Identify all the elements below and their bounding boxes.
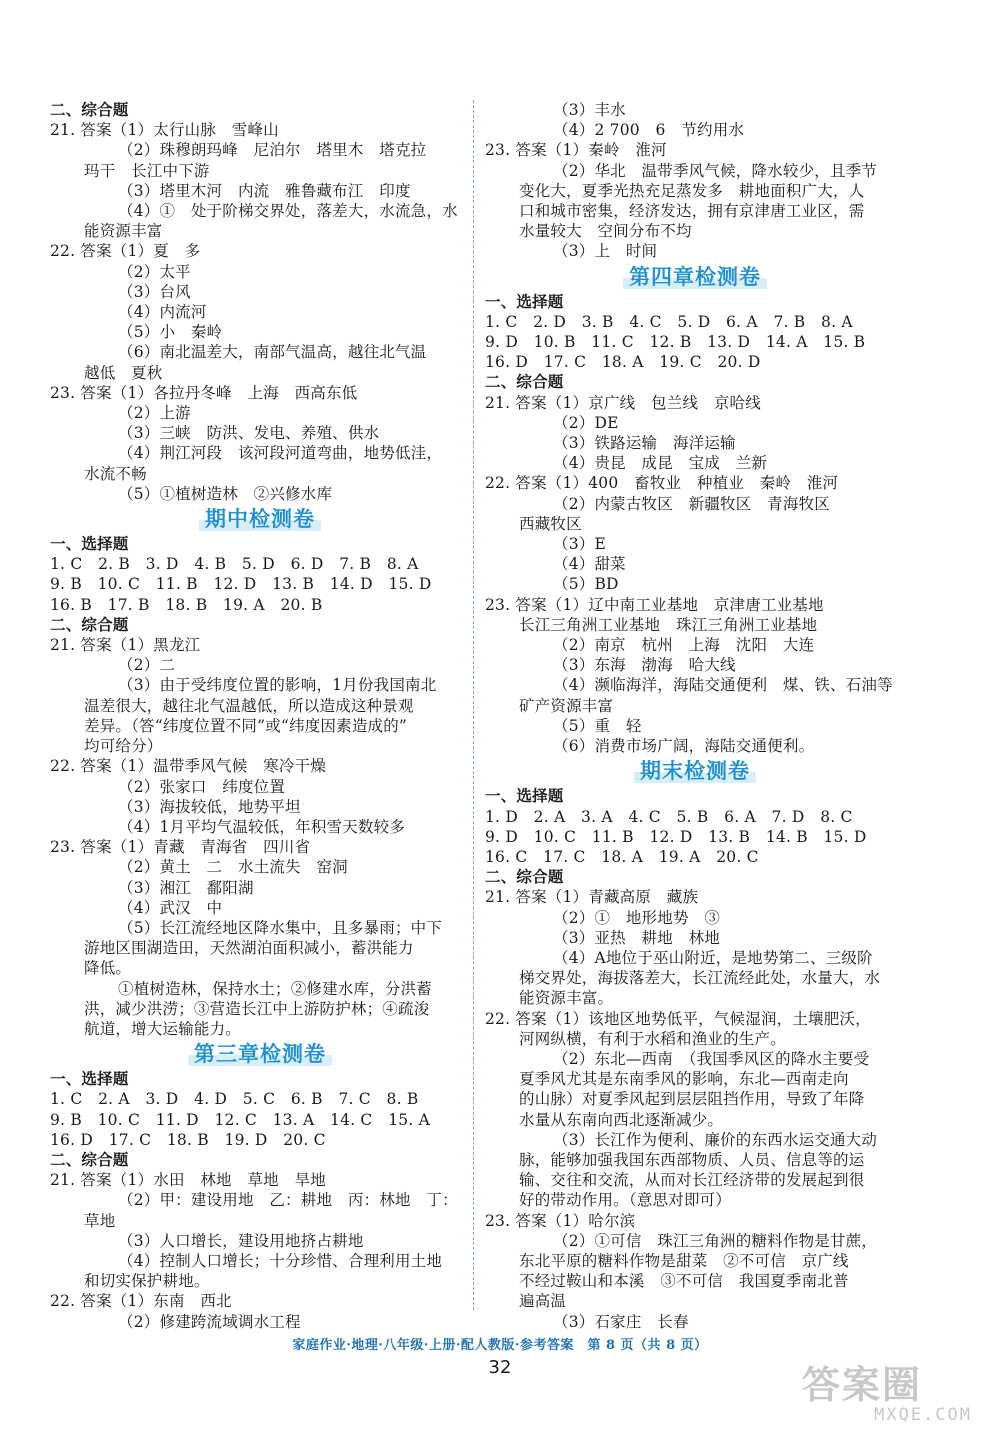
answer-line: 河网纵横，有利于水稻和渔业的生产。 — [519, 1029, 786, 1048]
section-heading — [485, 756, 905, 786]
answer-line: 长江三角洲工业基地 珠江三角洲工业基地 — [519, 615, 818, 634]
section-heading — [485, 262, 905, 292]
answer-line: 洪，减少洪涝；③营造长江中上游防护林；④疏浚 — [84, 999, 430, 1018]
answer-line: 降低。 — [84, 959, 132, 978]
question-type-heading: 二、综合题 — [50, 100, 129, 119]
answer-line: 16. C 17. C 18. A 19. A 20. C — [485, 847, 759, 866]
answer-line: 22. 答案（1）温带季风气候 寒冷干燥 — [50, 757, 326, 776]
answer-line: 均可给分） — [84, 737, 163, 756]
section-heading-text: 期末检测卷 — [634, 759, 756, 783]
answer-line: （3）上 时间 — [553, 242, 658, 261]
answer-line: 1. C 2. B 3. D 4. B 5. D 6. D 7. B 8. A — [50, 555, 419, 574]
answer-line: （3）由于受纬度位置的影响，1月份我国南北 — [118, 676, 437, 695]
answer-line: 16. B 17. B 18. B 19. A 20. B — [50, 595, 323, 614]
answer-line: （2）①可信 珠江三角洲的糖料作物是甘蔗， — [553, 1231, 878, 1250]
answer-line: 游地区围湖造田，天然湖泊面积减小，蓄洪能力 — [84, 939, 414, 958]
answer-line: 水流不畅 — [84, 464, 147, 483]
watermark-logo: 答案圈 — [802, 1363, 923, 1407]
answer-line: 21. 答案（1）黑龙江 — [50, 636, 201, 655]
answer-line: 22. 答案（1）东南 西北 — [50, 1292, 232, 1311]
answer-line: （6）南北温差大，南部气温高，越往北气温 — [118, 343, 427, 362]
answer-line: 23. 答案（1）辽中南工业基地 京津唐工业基地 — [485, 595, 824, 614]
answer-line: 22. 答案（1）夏 多 — [50, 242, 201, 261]
answer-line: （2）甲：建设用地 乙：耕地 丙：林地 丁： — [118, 1191, 458, 1210]
answer-line: （5）长江流经地区降水集中，且多暴雨；中下 — [118, 918, 443, 937]
answer-line: （3）亚热 耕地 林地 — [553, 928, 721, 947]
answer-line: 梯交界处，海拔落差大，长江流经此处，水量大，水 — [519, 969, 881, 988]
answer-line: 的山脉）对夏季风起到层层阻挡作用，导致了年降 — [519, 1090, 865, 1109]
answer-line: 9. D 10. C 11. B 12. D 13. B 14. B 15. D — [485, 827, 867, 846]
page-footer: 家庭作业·地理·八年级·上册·配人教版·参考答案 第 8 页（共 8 页） — [292, 1338, 708, 1353]
question-type-heading: 一、选择题 — [485, 786, 564, 806]
answer-line: 脉，能够加强我国东西部物质、人员、信息等的运 — [519, 1150, 865, 1169]
answer-line: （2）张家口 纬度位置 — [118, 777, 286, 796]
question-type-heading: 一、选择题 — [485, 291, 564, 311]
answer-line: 1. C 2. A 3. D 4. D 5. C 6. B 7. C 8. B — [50, 1090, 419, 1109]
answer-line: （4）甜菜 — [553, 555, 626, 574]
question-type-heading: 二、综合题 — [485, 867, 564, 887]
answer-line: 23. 答案（1）哈尔滨 — [485, 1211, 636, 1230]
answer-line: 和切实保护耕地。 — [84, 1272, 210, 1291]
answer-line: （2）太平 — [118, 262, 191, 281]
answer-line: 9. D 10. B 11. C 12. B 13. D 14. A 15. B — [485, 333, 866, 352]
answer-line: （6）消费市场广阔，海陆交通便利。 — [553, 737, 815, 756]
answer-line: （4）濒临海洋，海陆交通便利 煤、铁、石油等 — [553, 676, 893, 695]
answer-line: （4）贵昆 成昆 宝成 兰新 — [553, 454, 768, 473]
answer-line: 9. B 10. C 11. D 12. C 13. A 14. C 15. A — [50, 1110, 430, 1129]
answer-line: （3）海拔较低，地势平坦 — [118, 797, 301, 816]
answer-line: （2）DE — [553, 413, 619, 432]
answer-line: （2）① 地形地势 ③ — [553, 908, 721, 927]
answer-line: （2）二 — [118, 656, 176, 675]
answer-line: 能资源丰富 — [84, 222, 163, 241]
answer-line: （4）内流河 — [118, 303, 207, 322]
answer-line: （4）控制人口增长；十分珍惜、合理利用土地 — [118, 1251, 443, 1270]
answer-line: （5）BD — [553, 575, 619, 594]
answer-line: 21. 答案（1）太行山脉 雪峰山 — [50, 121, 279, 140]
answer-line: （3）东海 渤海 哈大线 — [553, 656, 736, 675]
answer-line: （2）上游 — [118, 404, 191, 423]
section-heading — [50, 1039, 470, 1069]
page-number: 32 — [488, 1357, 512, 1378]
answer-line: 矿产资源丰富 — [519, 696, 614, 715]
answer-line: （5）重 轻 — [553, 716, 642, 735]
answer-line: （2）南京 杭州 上海 沈阳 大连 — [553, 636, 815, 655]
answer-line: 能资源丰富。 — [519, 989, 614, 1008]
answer-line: （4）A地位于巫山附近，是地势第二、三级阶 — [553, 948, 873, 967]
answer-line: （4）1月平均气温较低，年积雪天数较多 — [118, 817, 406, 836]
answer-line: 玛干 长江中下游 — [84, 161, 210, 180]
answer-line: （2）华北 温带季风气候，降水较少，且季节 — [553, 161, 878, 180]
question-type-heading: 一、选择题 — [50, 534, 129, 554]
left-column — [50, 100, 470, 1332]
section-heading-text: 期中检测卷 — [199, 507, 321, 531]
answer-line: 口和城市密集，经济发达，拥有京津唐工业区，需 — [519, 202, 865, 221]
answer-line: （3）铁路运输 海洋运输 — [553, 434, 736, 453]
answer-line: 23. 答案（1）各拉丹冬峰 上海 西高东低 — [50, 383, 358, 402]
question-type-heading: 一、选择题 — [50, 1069, 129, 1089]
answer-line: （3）E — [553, 535, 606, 554]
section-heading-text: 第三章检测卷 — [188, 1042, 332, 1066]
answer-line: 16. D 17. C 18. B 19. D 20. C — [50, 1130, 326, 1149]
answer-line: 22. 答案（1）该地区地势低平，气候湿润，土壤肥沃， — [485, 1009, 871, 1028]
answer-line: 不经过鞍山和本溪 ③不可信 我国夏季南北普 — [519, 1272, 849, 1291]
column-divider — [473, 100, 474, 1310]
answer-line: 输、交往和交流，从而对长江经济带的发展起到很 — [519, 1171, 865, 1190]
question-type-heading: 二、综合题 — [50, 614, 129, 634]
answer-line: 水量较大 空间分布不均 — [519, 222, 692, 241]
answer-line: 夏季风尤其是东南季风的影响，东北—西南走向 — [519, 1070, 849, 1089]
answer-line: （2）黄土 二 水土流失 窑洞 — [118, 858, 348, 877]
answer-line: （5）①植树造林 ②兴修水库 — [118, 484, 333, 503]
answer-line: （4）荆江河段 该河段河道弯曲，地势低洼， — [118, 444, 443, 463]
answer-line: （2）珠穆朗玛峰 尼泊尔 塔里木 塔克拉 — [118, 141, 427, 160]
section-heading-text: 第四章检测卷 — [623, 265, 767, 289]
answer-line: （3）长江作为便利、廉价的东西水运交通大动 — [553, 1130, 878, 1149]
answer-line: （2）修建跨流域调水工程 — [118, 1312, 301, 1331]
answer-line: ①植树造林，保持水土；②修建水库，分洪蓄 — [118, 979, 433, 998]
answer-line: （4）武汉 中 — [118, 898, 223, 917]
answer-line: 西藏牧区 — [519, 514, 582, 533]
answer-line: 21. 答案（1）水田 林地 草地 旱地 — [50, 1171, 326, 1190]
answer-line: 9. B 10. C 11. B 12. D 13. B 14. D 15. D — [50, 575, 432, 594]
answer-line: 23. 答案（1）青藏 青海省 四川省 — [50, 838, 311, 857]
answer-line: 温差很大，越往北气温越低，所以造成这种景观 — [84, 696, 414, 715]
answer-line: （5）小 秦岭 — [118, 323, 223, 342]
question-type-heading: 二、综合题 — [485, 372, 564, 392]
answer-line: 1. C 2. D 3. B 4. C 5. D 6. A 7. B 8. A — [485, 312, 853, 331]
answer-line: 航道，增大运输能力。 — [84, 1019, 242, 1038]
answer-line: （3）湘江 鄱阳湖 — [118, 878, 254, 897]
answer-line: （4）① 处于阶梯交界处，落差大，水流急，水 — [118, 202, 458, 221]
answer-line: 16. D 17. C 18. A 19. C 20. D — [485, 353, 761, 372]
answer-line: （4）2 700 6 节约用水 — [553, 121, 745, 140]
answer-line: 好的带动作用。（意思对即可） — [519, 1191, 732, 1210]
answer-line: （3）台风 — [118, 282, 191, 301]
answer-line: （3）三峡 防洪、发电、养殖、供水 — [118, 424, 380, 443]
answer-line: 1. D 2. A 3. A 4. C 5. B 6. A 7. D 8. C — [485, 807, 853, 826]
right-column — [485, 100, 905, 1332]
watermark-site: MXQE.COM — [874, 1405, 972, 1425]
section-heading — [50, 504, 470, 534]
watermark — [802, 1365, 972, 1427]
answer-line: 差异。（答“纬度位置不同”或“纬度因素造成的” — [84, 716, 408, 735]
answer-line: （3）人口增长，建设用地挤占耕地 — [118, 1231, 364, 1250]
answer-line: （3）塔里木河 内流 雅鲁藏布江 印度 — [118, 181, 411, 200]
answer-line: 23. 答案（1）秦岭 淮河 — [485, 141, 667, 160]
answer-line: 越低 夏秋 — [84, 363, 163, 382]
answer-line: 21. 答案（1）青藏高原 藏族 — [485, 888, 699, 907]
answer-line: 遍高温 — [519, 1292, 567, 1311]
answer-line: 草地 — [84, 1211, 116, 1230]
question-type-heading: 二、综合题 — [50, 1149, 129, 1169]
answer-line: （3）石家庄 长春 — [553, 1312, 689, 1331]
answer-line: （2）内蒙古牧区 新疆牧区 青海牧区 — [553, 494, 830, 513]
answer-line: 变化大，夏季光热充足蒸发多 耕地面积广大，人 — [519, 181, 865, 200]
answer-line: 21. 答案（1）京广线 包兰线 京哈线 — [485, 393, 761, 412]
answer-line: 东北平原的糖料作物是甜菜 ②不可信 京广线 — [519, 1251, 849, 1270]
answer-line: 水量从东南向西北逐渐减少。 — [519, 1110, 724, 1129]
answer-line: （3）丰水 — [553, 101, 626, 119]
answer-line: 22. 答案（1）400 畜牧业 种植业 秦岭 淮河 — [485, 474, 839, 493]
answer-line: （2）东北—西南 （我国季风区的降水主要受 — [553, 1049, 870, 1068]
